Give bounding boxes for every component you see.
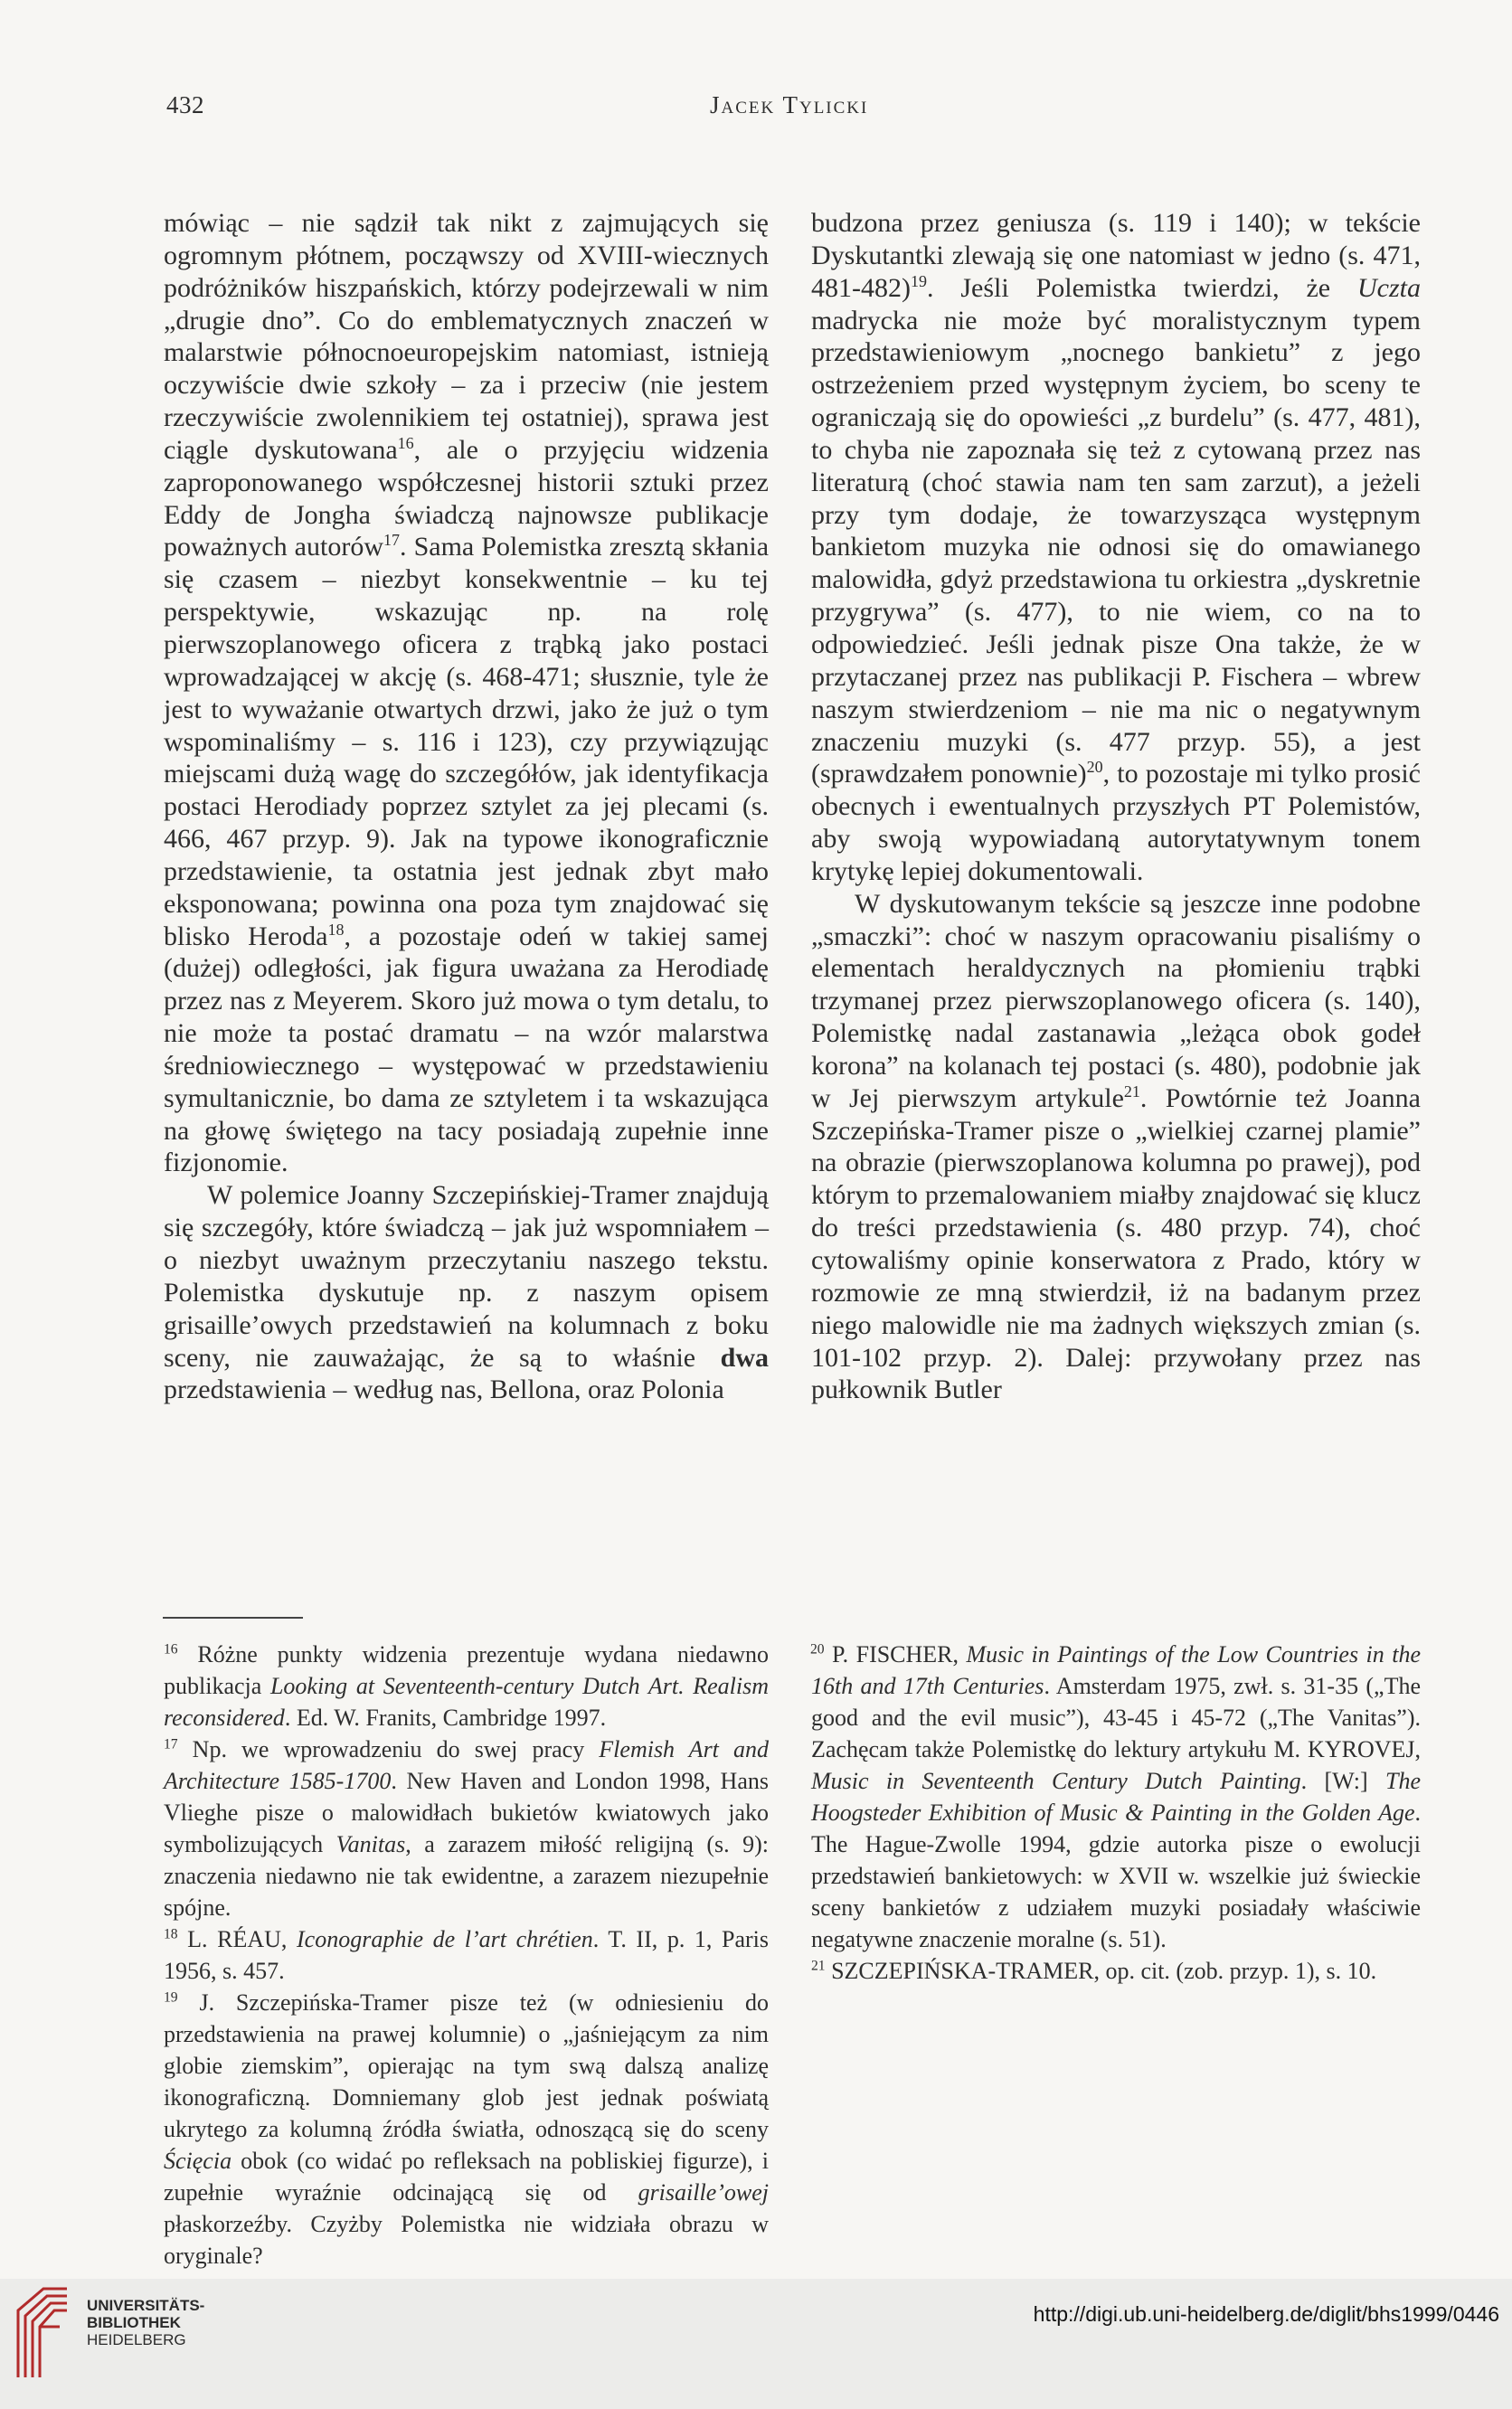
footnote-19 — [164, 1987, 769, 2272]
text-run: . Ed. W. Franits, Cambridge 1997. — [284, 1705, 607, 1731]
text-run: mówiąc – nie sądził tak nikt z zajmujących się ogromnym płótnem, począwszy od XVIII-wiecznych podróżników hiszpańskich, którzy podejrzewali w nim „drugie dno”. Co do emblematycznych znaczeń w malarstwie północnoeuropejskim natomiast, istnieją oczywiście dwie szkoły – za i przeciw (nie jestem rzeczywiście zwolennikiem tej ostatniej), sprawa jest ciągle dyskutowana — [164, 208, 769, 465]
text-run: Np. we wprowadzeniu do swej pracy — [177, 1736, 600, 1762]
footnote-number: 19 — [164, 1989, 178, 2006]
text-run: J. Szczepińska-Tramer pisze też (w odniesieniu do przedstawienia na prawej kolumnie) o „jaśniejącym za nim globie ziemskim”, opierając na tym swą dalszą analizę ikonograficzną. Domniemany glob jest jednak poświatą ukrytego za kolumną źródła światła, odnoszącą się do sceny — [164, 1989, 769, 2142]
footnote-ref-18[interactable]: 18 — [327, 920, 345, 939]
running-header-author — [710, 91, 868, 119]
text-run: przedstawienia – według nas, Bellona, oraz Polonia — [164, 1375, 724, 1405]
running-header-author-text: Jacek Tylicki — [710, 91, 869, 118]
text-run: P. FISCHER, — [824, 1641, 967, 1667]
footnote-ref-21[interactable]: 21 — [1123, 1082, 1140, 1101]
text-run: budzona przez geniusza (s. 119 i 140); w tekście Dyskutantki zlewają się one natomiast w jedno (s. 471, 481-482) — [811, 208, 1421, 303]
text-run: W polemice Joanny Szczepińskiej-Tramer znajdują się szczegóły, które świadczą – jak już wspomniałem – o niezbyt uważnym przeczytaniu naszego tekstu. Polemistka dyskutuje np. z naszym opisem grisaille’owych przedstawień na kolumnach z boku sceny, nie zauważając, że są to właśnie — [164, 1180, 769, 1373]
library-logo-text — [87, 2297, 204, 2348]
text-run: L. RÉAU, — [177, 1926, 297, 1952]
page-number: 432 — [166, 91, 204, 118]
footnote-20 — [811, 1639, 1421, 1955]
text-run: . T. II, p. 1, Paris 1956, s. 457. — [164, 1926, 769, 1984]
paragraph — [164, 207, 769, 1179]
italic-word: grisaille’owej — [638, 2179, 769, 2206]
footnote-number: 18 — [164, 1926, 178, 1942]
italic-word: Ścięcia — [164, 2148, 232, 2174]
text-run: SZCZEPIŃSKA-TRAMER, op. cit. (zob. przyp. 1), s. 10. — [825, 1958, 1377, 1984]
footnote-21 — [811, 1955, 1421, 1987]
text-run: . Powtórnie też Joanna Szczepińska-Tramer pisze o „wielkiej czarnej plamie” na obrazie (pierwszoplanowa kolumna po prawej), pod którym to przemalowaniem miałby znajdować się klucz do treści przedstawienia (s. 480 przyp. 74), choć cytowaliśmy opinie konserwatora z Prado, który w rozmowie ze mną stwierdził, iż na badanym przez niego malowidle nie ma żadnych większych zmian (s. 101-102 przyp. 2). Dalej: przywołany przez nas pułkownik Butler — [811, 1082, 1421, 1405]
text-run: , to pozostaje mi tylko prosić obecnych i ewentualnych przyszłych PT Polemistów, aby swoją wypowiadaną autorytatywnym tonem krytykę lepiej dokumentowali. — [811, 759, 1421, 886]
italic-title: Iconographie de l’art chrétien — [297, 1926, 593, 1952]
footnote-ref-20[interactable]: 20 — [1086, 758, 1103, 777]
logo-line: UNIVERSITÄTS- — [87, 2297, 205, 2314]
text-run: płaskorzeźby. Czyżby Polemistka nie widziała obrazu w oryginale? — [164, 2211, 769, 2269]
text-run: . Jeśli Polemistka twierdzi, że — [926, 272, 1357, 303]
footnote-18 — [164, 1923, 769, 1987]
italic-word: Vanitas — [335, 1831, 406, 1857]
text-run: . [W:] — [1300, 1768, 1385, 1794]
text-run: , ale o przyjęciu widzenia zaproponowanego współczesnej historii sztuki przez Eddy de Jongha świadczą najnowsze publikacje poważnych autorów — [164, 434, 770, 562]
text-run: , a pozostaje odeń w takiej samej (dużej) odległości, jak figura uważana za Herodiadę przez nas z Meyerem. Skoro już mowa o tym detalu, to nie może ta postać dramatu – na wzór malarstwa średniowiecznego – występować w przedstawieniu symultanicznie, bo dama ze sztyletem i ta wskazująca na głowę świętego na tacy posiadają zupełnie inne fizjonomie. — [164, 921, 769, 1178]
library-logo-icon — [13, 2283, 72, 2383]
logo-line: HEIDELBERG — [87, 2331, 186, 2348]
footnote-separator — [163, 1617, 303, 1619]
footnote-number: 20 — [810, 1641, 825, 1658]
footnote-number: 21 — [811, 1958, 826, 1974]
permalink-url[interactable]: http://digi.ub.uni-heidelberg.de/diglit/bhs1999/0446 — [1033, 2302, 1499, 2326]
paragraph — [164, 1179, 769, 1406]
text-run: obok (co widać po refleksach na pobliskiej figurze), i zupełnie wyraźnie odcinającą się od — [164, 2148, 769, 2206]
bold-word: dwa — [720, 1342, 769, 1373]
footer-bar — [0, 2279, 1512, 2409]
paragraph — [811, 207, 1421, 888]
text-run: Różne punkty widzenia prezentuje wydana niedawno publikacja — [164, 1641, 769, 1699]
footnotes-left — [164, 1639, 769, 2272]
footnote-ref-17[interactable]: 17 — [383, 531, 400, 550]
footnote-16 — [164, 1639, 769, 1734]
text-run: . Sama Polemistka zresztą skłania się czasem – niezbyt konsekwentnie – ku tej perspektywie, wskazując np. na rolę pierwszoplanowego oficera z trąbką jako postaci wprowadzającej w akcję (s. 468-471; słusznie, tyle że jest to wyważanie otwartych drzwi, jako że już o tym wspominaliśmy – s. 116 i 123), czy przywiązując miejscami dużą wagę do szczegółów, jak identyfikacja postaci Herodiady poprzez sztylet za jej plecami (s. 466, 467 przyp. 9). Jak na typowe ikonograficznie przedstawienie, ta ostatnia jest jednak zbyt mało eksponowana; powinna ona poza tym znajdować się blisko Heroda — [164, 532, 770, 951]
text-run: . The Hague-Zwolle 1994, gdzie autorka pisze o ewolucji przedstawień bankietowych: w XVII w. wszelkie już świeckie sceny bankietów z udziałem muzyki posiadały właściwie negatywne znaczenie moralne (s. 51). — [811, 1800, 1421, 1952]
footnote-ref-19[interactable]: 19 — [910, 271, 927, 290]
body-column-right — [811, 207, 1421, 1406]
text-run: . New Haven and London 1998, Hans Vlieghe pisze o malowidłach bukietów kwiatowych jako symbolizujących — [164, 1768, 769, 1857]
italic-title: Uczta — [1357, 272, 1421, 303]
italic-title: Music in Seventeenth Century Dutch Painting — [811, 1768, 1301, 1794]
footnote-ref-16[interactable]: 16 — [397, 433, 414, 452]
text-run: W dyskutowanym tekście są jeszcze inne podobne „smaczki”: choć w naszym opracowaniu pisaliśmy o elementach heraldycznych na płomieniu trąbki trzymanej przez pierwszoplanowego oficera (s. 140), Polemistkę nadal zastanawia „leżąca obok godeł korona” na kolanach tej postaci (s. 480), podobnie jak w Jej pierwszym artykule — [811, 888, 1421, 1113]
italic-title: Flemish Art and Architecture 1585-1700 — [164, 1736, 769, 1794]
italic-title: Looking at Seventeenth-century Dutch Art. Realism reconsidered — [164, 1673, 769, 1731]
text-run: . Amsterdam 1975, zwł. s. 31-35 („The good and the evil music”), 43-45 i 45-72 („The Vanitas”). Zachęcam także Polemistkę do lektury artykułu M. KYROVEJ, — [811, 1673, 1421, 1762]
logo-line: BIBLIOTHEK — [87, 2314, 181, 2331]
text-run: madrycka nie może być moralistycznym typem przedstawieniowym „nocnego bankietu” z jego ostrzeżeniem przed występnym życiem, bo sceny te ograniczają się do opowieści „z burdelu” (s. 477, 481), to chyba nie zapoznała się też z cytowaną przez nas literaturą (choć stawia nam ten sam zarzut), a jeżeli przy tym dodaje, że towarzysząca występnym bankietom muzyka nie odnosi się do omawianego malowidła, gdyż przedstawiona tu orkiestra „dyskretnie przygrywa” (s. 477), to nie wiem, co na to odpowiedzieć. Jeśli jednak pisze Ona także, że w przytaczanej przez nas publikacji P. Fischera – wbrew naszym stwierdzeniom – nie ma nic o negatywnym znaczeniu muzyki (s. 477 przyp. 55), a jest (sprawdzałem ponownie) — [811, 305, 1421, 789]
footnote-number: 17 — [164, 1736, 178, 1752]
paragraph — [811, 888, 1421, 1407]
italic-title: Music in Paintings of the Low Countries in the 16th and 17th Centuries — [811, 1641, 1422, 1699]
footnotes-right — [811, 1639, 1421, 1987]
body-column-left — [164, 207, 769, 1406]
footnote-17 — [164, 1734, 769, 1923]
italic-title: The Hoogsteder Exhibition of Music & Painting in the Golden Age — [811, 1768, 1421, 1826]
text-run: , a zarazem miłość religijną (s. 9): znaczenia niedawno nie tak ewidentne, a zarazem niezupełnie spójne. — [164, 1831, 769, 1921]
footnote-number: 16 — [164, 1641, 178, 1658]
